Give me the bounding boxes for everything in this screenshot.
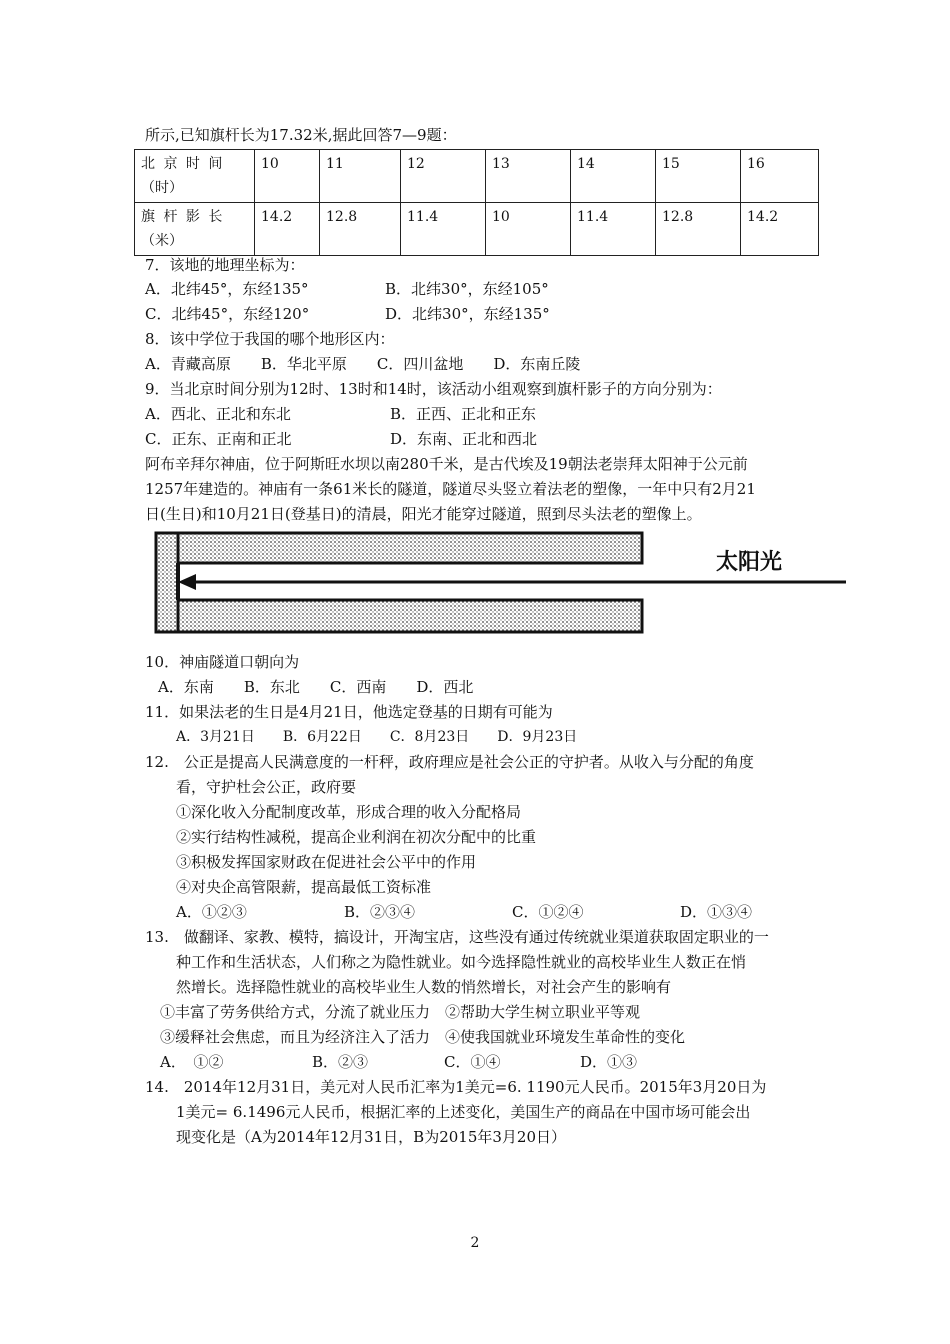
q8-stem: 8．该中学位于我国的哪个地形区内： xyxy=(145,330,395,348)
table-cell: 10 xyxy=(486,203,571,256)
q13-option-c: C．①④ xyxy=(444,1053,501,1071)
page-number: 2 xyxy=(470,1235,480,1251)
q13-option-b: B．②③ xyxy=(312,1053,369,1071)
q12-statement: ③积极发挥国家财政在促进社会公平中的作用 xyxy=(176,853,477,871)
q10-options: A．东南 B．东北 C．西南 D．西北 xyxy=(158,678,474,696)
q7-option-a: A．北纬45°，东经135° xyxy=(145,280,309,298)
tunnel-end-wall xyxy=(156,533,178,632)
table-cell: 12.8 xyxy=(320,203,401,256)
q9-stem: 9．当北京时间分别为12时、13时和14时，该活动小组观察到旗杆影子的方向分别为： xyxy=(145,380,722,398)
q13-statements: ③缓释社会焦虑，而且为经济注入了活力 ④使我国就业环境发生革命性的变化 xyxy=(160,1028,686,1046)
q7-stem: 7．该地的地理坐标为： xyxy=(145,256,305,274)
passage-line: 阿布辛拜尔神庙，位于阿斯旺水坝以南280千米，是古代埃及19朝法老崇拜太阳神于公元前 xyxy=(145,455,748,473)
q13-option-a: A． ①② xyxy=(160,1053,224,1071)
q12-statement: ②实行结构性减税，提高企业利润在初次分配中的比重 xyxy=(176,828,537,846)
q11-options: A．3月21日 B．6月22日 C．8月23日 D．9月23日 xyxy=(176,729,578,745)
sunlight-label: 太阳光 xyxy=(716,550,783,575)
q12-option-c: C．①②④ xyxy=(512,903,584,921)
q12-option-a: A．①②③ xyxy=(176,903,247,921)
q14-stem: 1美元= 6.1496元人民币，根据汇率的上述变化，美国生产的商品在中国市场可能会出 xyxy=(176,1103,751,1121)
table-cell: 15 xyxy=(656,150,741,203)
q12-stem: 看，守护杜会公正，政府要 xyxy=(176,778,357,796)
q7-option-d: D．北纬30°，东经135° xyxy=(385,305,550,323)
tunnel-top-wall xyxy=(156,533,642,563)
table-cell: 13 xyxy=(486,150,571,203)
q12-statement: ④对央企高管限薪，提高最低工资标准 xyxy=(176,878,432,896)
q7-option-c: C．北纬45°，东经120° xyxy=(145,305,310,323)
shadow-table xyxy=(134,149,819,256)
q13-stem: 然增长。选择隐性就业的高校毕业生人数的悄然增长，对社会产生的影响有 xyxy=(176,978,672,996)
passage-line: 日(生日)和10月21日(登基日)的清晨，阳光才能穿过隧道，照到尽头法老的塑像上。 xyxy=(145,505,702,523)
table-cell: 11.4 xyxy=(571,203,656,256)
table-row xyxy=(135,150,819,203)
table-cell: 14.2 xyxy=(255,203,320,256)
q13-stem: 13. 做翻译、家教、模特，搞设计，开淘宝店，这些没有通过传统就业渠道获取固定职业的一 xyxy=(145,928,769,946)
table-row xyxy=(135,203,819,256)
row-header-shadow: 旗 杆 影 长 （米） xyxy=(135,203,255,256)
table-cell: 14.2 xyxy=(741,203,819,256)
tunnel-bottom-wall xyxy=(156,600,642,632)
q10-stem: 10．神庙隧道口朝向为 xyxy=(145,653,300,671)
q13-statements: ①丰富了劳务供给方式，分流了就业压力 ②帮助大学生树立职业平等观 xyxy=(160,1003,641,1021)
table-cell: 11 xyxy=(320,150,401,203)
table-cell: 12 xyxy=(401,150,486,203)
table-cell: 12.8 xyxy=(656,203,741,256)
table-cell: 14 xyxy=(571,150,656,203)
q12-statement: ①深化收入分配制度改革，形成合理的收入分配格局 xyxy=(176,803,522,821)
q13-option-d: D．①③ xyxy=(580,1053,638,1071)
q9-option-d: D．东南、正北和西北 xyxy=(390,430,538,448)
q12-option-b: B．②③④ xyxy=(344,903,416,921)
q13-stem: 种工作和生活状态，人们称之为隐性就业。如今选择隐性就业的高校毕业生人数正在悄 xyxy=(176,953,747,971)
q12-option-d: D．①③④ xyxy=(680,903,753,921)
table-cell: 10 xyxy=(255,150,320,203)
passage-line: 1257年建造的。神庙有一条61米长的隧道，隧道尽头竖立着法老的塑像，一年中只有2月21 xyxy=(145,480,756,498)
tunnel-diagram xyxy=(146,525,846,640)
row-header-time: 北 京 时 间 （时） xyxy=(135,150,255,203)
q14-stem: 现变化是（A为2014年12月31日，B为2015年3月20日） xyxy=(176,1128,567,1146)
q12-stem: 12. 公正是提高人民满意度的一杆秤，政府理应是社会公正的守护者。从收入与分配的角度 xyxy=(145,753,754,771)
intro-text: 所示,已知旗杆长为17.32米,据此回答7—9题： xyxy=(145,126,457,144)
q9-option-c: C．正东、正南和正北 xyxy=(145,430,292,448)
q14-stem: 14. 2014年12月31日，美元对人民币汇率为1美元=6. 1190元人民币。2015年3月20日为 xyxy=(145,1078,767,1096)
table-cell: 11.4 xyxy=(401,203,486,256)
table-cell: 16 xyxy=(741,150,819,203)
q11-stem: 11．如果法老的生日是4月21日，他选定登基的日期有可能为 xyxy=(145,703,553,721)
q9-option-a: A．西北、正北和东北 xyxy=(145,405,291,423)
q7-option-b: B．北纬30°，东经105° xyxy=(385,280,549,298)
arrow-head-icon xyxy=(178,574,196,590)
q8-options: A．青藏高原 B．华北平原 C．四川盆地 D．东南丘陵 xyxy=(145,355,581,373)
q9-option-b: B．正西、正北和正东 xyxy=(390,405,537,423)
